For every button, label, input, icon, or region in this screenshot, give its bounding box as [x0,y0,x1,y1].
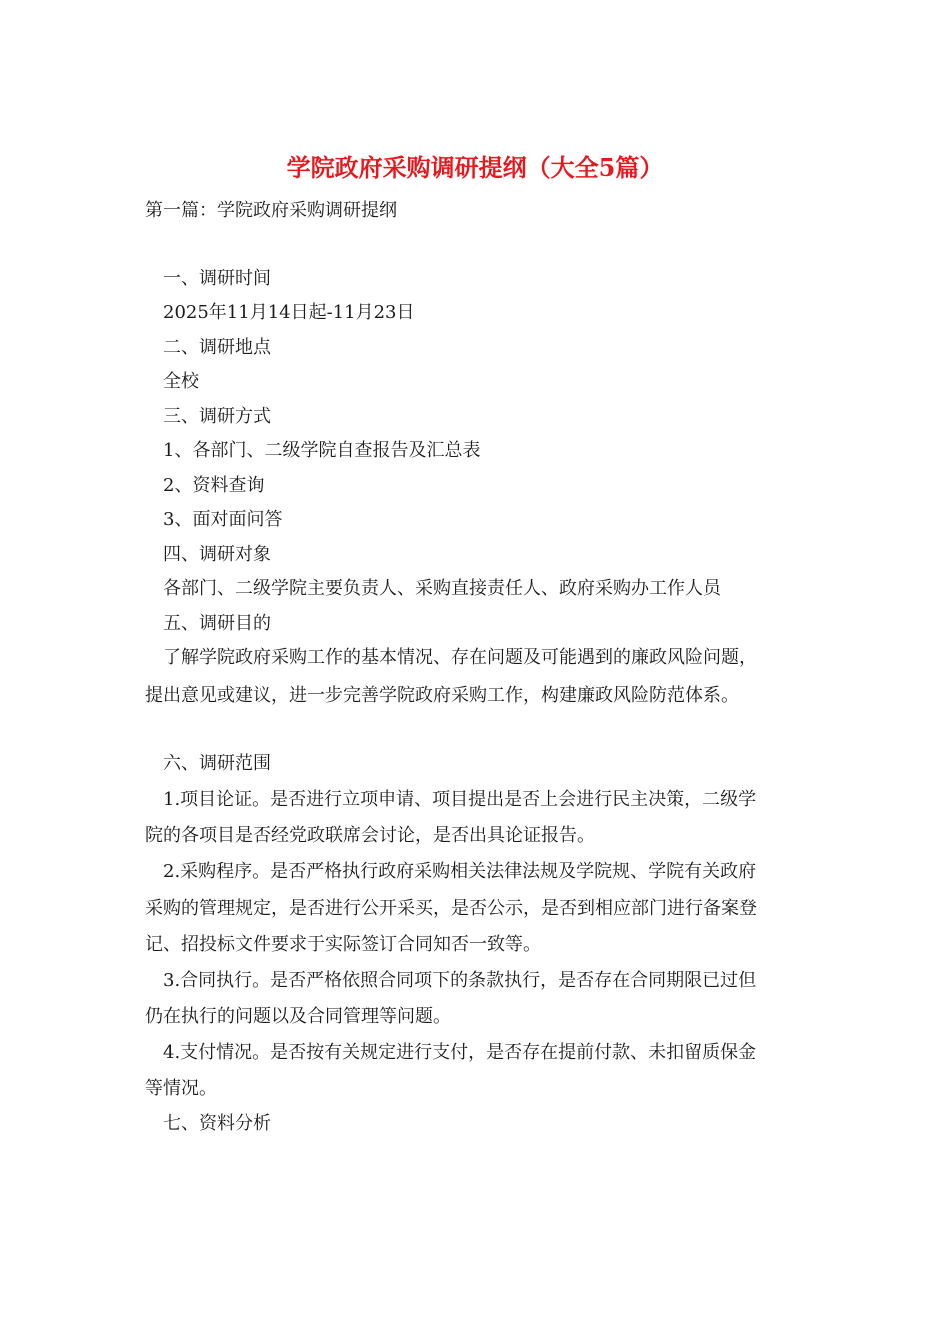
paragraph-line: 了解学院政府采购工作的基本情况、存在问题及可能遇到的廉政风险问题， [163,647,757,668]
paragraph-line: 4.支付情况。是否按有关规定进行支付，是否存在提前付款、未扣留质保金 [163,1042,757,1063]
paragraph-line: 2025年11月14日起-11月23日 [163,302,415,323]
section-heading: 二、调研地点 [163,337,271,358]
paragraph-line: 2、资料查询 [163,475,265,496]
paragraph-line: 提出意见或建议，进一步完善学院政府采购工作，构建廉政风险防范体系。 [145,685,739,706]
paragraph-line: 各部门、二级学院主要负责人、采购直接责任人、政府采购办工作人员 [163,578,721,599]
section-heading: 四、调研对象 [163,544,271,565]
paragraph-line: 3、面对面问答 [163,509,283,530]
paragraph-line: 全校 [163,371,199,392]
section-heading: 一、调研时间 [163,268,271,289]
paragraph-line: 仍在执行的问题以及合同管理等问题。 [145,1006,451,1027]
section-heading: 三、调研方式 [163,406,271,427]
paragraph-line: 采购的管理规定，是否进行公开采买，是否公示，是否到相应部门进行备案登 [145,898,757,919]
paragraph-line: 1.项目论证。是否进行立项申请、项目提出是否上会进行民主决策，二级学 [163,789,757,810]
paragraph-line: 3.合同执行。是否严格依照合同项下的条款执行，是否存在合同期限已过但 [163,970,757,991]
section-heading: 五、调研目的 [163,613,271,634]
paragraph-line: 院的各项目是否经党政联席会讨论，是否出具论证报告。 [145,825,595,846]
document-title: 学院政府采购调研提纲（大全5篇） [286,153,664,182]
paragraph-line: 记、招投标文件要求于实际签订合同知否一致等。 [145,934,541,955]
section-heading: 六、调研范围 [163,753,271,774]
paragraph-line: 1、各部门、二级学院自查报告及汇总表 [163,440,481,461]
chapter-heading: 第一篇：学院政府采购调研提纲 [145,200,397,221]
section-heading: 七、资料分析 [163,1113,271,1134]
paragraph-line: 等情况。 [145,1078,217,1099]
paragraph-line: 2.采购程序。是否严格执行政府采购相关法律法规及学院规、学院有关政府 [163,861,757,882]
